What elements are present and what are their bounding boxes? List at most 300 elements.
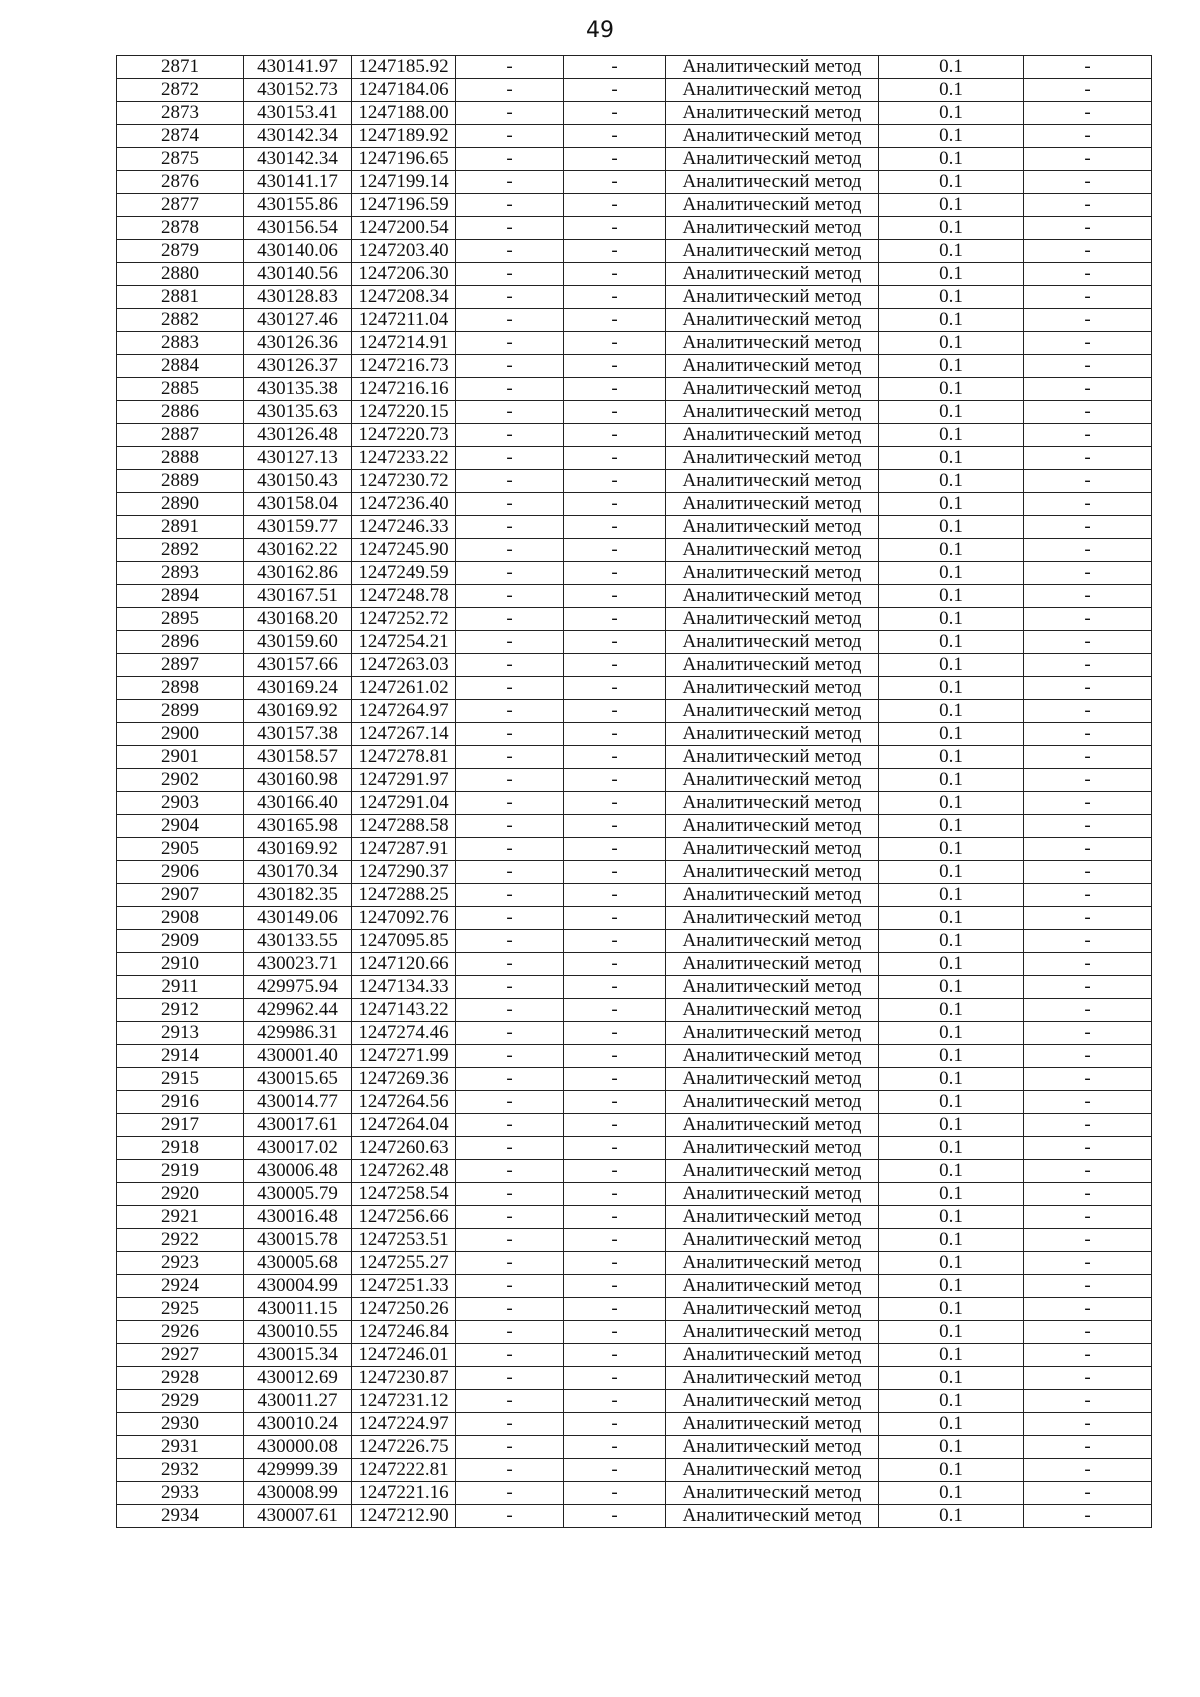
y-coordinate-cell: 1247184.06 bbox=[352, 79, 456, 102]
dash-cell: - bbox=[564, 148, 666, 171]
y-coordinate-cell: 1247291.97 bbox=[352, 769, 456, 792]
dash-cell: - bbox=[456, 539, 564, 562]
accuracy-cell: 0.1 bbox=[879, 585, 1024, 608]
x-coordinate-cell: 430142.34 bbox=[244, 148, 352, 171]
y-coordinate-cell: 1247226.75 bbox=[352, 1436, 456, 1459]
dash-cell: - bbox=[456, 56, 564, 79]
dash-cell: - bbox=[1024, 1206, 1152, 1229]
dash-cell: - bbox=[456, 378, 564, 401]
table-row bbox=[117, 654, 1152, 677]
dash-cell: - bbox=[564, 953, 666, 976]
point-number-cell: 2887 bbox=[117, 424, 244, 447]
method-cell: Аналитический метод bbox=[666, 286, 879, 309]
x-coordinate-cell: 430006.48 bbox=[244, 1160, 352, 1183]
dash-cell: - bbox=[564, 815, 666, 838]
method-cell: Аналитический метод bbox=[666, 1321, 879, 1344]
y-coordinate-cell: 1247288.25 bbox=[352, 884, 456, 907]
method-cell: Аналитический метод bbox=[666, 700, 879, 723]
x-coordinate-cell: 429986.31 bbox=[244, 1022, 352, 1045]
dash-cell: - bbox=[456, 1459, 564, 1482]
method-cell: Аналитический метод bbox=[666, 516, 879, 539]
x-coordinate-cell: 430005.68 bbox=[244, 1252, 352, 1275]
dash-cell: - bbox=[564, 907, 666, 930]
y-coordinate-cell: 1247212.90 bbox=[352, 1505, 456, 1528]
method-cell: Аналитический метод bbox=[666, 447, 879, 470]
point-number-cell: 2892 bbox=[117, 539, 244, 562]
method-cell: Аналитический метод bbox=[666, 1091, 879, 1114]
x-coordinate-cell: 430155.86 bbox=[244, 194, 352, 217]
dash-cell: - bbox=[1024, 1022, 1152, 1045]
table-row bbox=[117, 585, 1152, 608]
table-row bbox=[117, 1390, 1152, 1413]
dash-cell: - bbox=[456, 1183, 564, 1206]
point-number-cell: 2930 bbox=[117, 1413, 244, 1436]
table-row bbox=[117, 217, 1152, 240]
dash-cell: - bbox=[456, 953, 564, 976]
dash-cell: - bbox=[564, 1022, 666, 1045]
accuracy-cell: 0.1 bbox=[879, 884, 1024, 907]
point-number-cell: 2912 bbox=[117, 999, 244, 1022]
table-row bbox=[117, 907, 1152, 930]
x-coordinate-cell: 430149.06 bbox=[244, 907, 352, 930]
accuracy-cell: 0.1 bbox=[879, 217, 1024, 240]
y-coordinate-cell: 1247252.72 bbox=[352, 608, 456, 631]
dash-cell: - bbox=[564, 1045, 666, 1068]
y-coordinate-cell: 1247206.30 bbox=[352, 263, 456, 286]
y-coordinate-cell: 1247261.02 bbox=[352, 677, 456, 700]
dash-cell: - bbox=[456, 240, 564, 263]
table-body bbox=[117, 56, 1152, 1528]
dash-cell: - bbox=[456, 79, 564, 102]
point-number-cell: 2920 bbox=[117, 1183, 244, 1206]
dash-cell: - bbox=[564, 1091, 666, 1114]
accuracy-cell: 0.1 bbox=[879, 1091, 1024, 1114]
dash-cell: - bbox=[564, 263, 666, 286]
dash-cell: - bbox=[564, 700, 666, 723]
y-coordinate-cell: 1247230.72 bbox=[352, 470, 456, 493]
dash-cell: - bbox=[564, 746, 666, 769]
dash-cell: - bbox=[564, 562, 666, 585]
accuracy-cell: 0.1 bbox=[879, 286, 1024, 309]
dash-cell: - bbox=[1024, 1459, 1152, 1482]
x-coordinate-cell: 430008.99 bbox=[244, 1482, 352, 1505]
dash-cell: - bbox=[1024, 1413, 1152, 1436]
method-cell: Аналитический метод bbox=[666, 493, 879, 516]
point-number-cell: 2904 bbox=[117, 815, 244, 838]
method-cell: Аналитический метод bbox=[666, 1022, 879, 1045]
accuracy-cell: 0.1 bbox=[879, 470, 1024, 493]
x-coordinate-cell: 430127.46 bbox=[244, 309, 352, 332]
table-row bbox=[117, 677, 1152, 700]
y-coordinate-cell: 1247214.91 bbox=[352, 332, 456, 355]
dash-cell: - bbox=[456, 194, 564, 217]
dash-cell: - bbox=[456, 930, 564, 953]
dash-cell: - bbox=[564, 1114, 666, 1137]
x-coordinate-cell: 430011.27 bbox=[244, 1390, 352, 1413]
method-cell: Аналитический метод bbox=[666, 1344, 879, 1367]
y-coordinate-cell: 1247189.92 bbox=[352, 125, 456, 148]
x-coordinate-cell: 430169.24 bbox=[244, 677, 352, 700]
table-row bbox=[117, 976, 1152, 999]
table-row bbox=[117, 1344, 1152, 1367]
table-row bbox=[117, 562, 1152, 585]
table-row bbox=[117, 470, 1152, 493]
dash-cell: - bbox=[1024, 56, 1152, 79]
table-row bbox=[117, 1436, 1152, 1459]
dash-cell: - bbox=[564, 240, 666, 263]
dash-cell: - bbox=[564, 1482, 666, 1505]
y-coordinate-cell: 1247245.90 bbox=[352, 539, 456, 562]
dash-cell: - bbox=[1024, 677, 1152, 700]
dash-cell: - bbox=[456, 1091, 564, 1114]
table-row bbox=[117, 1068, 1152, 1091]
method-cell: Аналитический метод bbox=[666, 746, 879, 769]
dash-cell: - bbox=[1024, 631, 1152, 654]
dash-cell: - bbox=[456, 907, 564, 930]
x-coordinate-cell: 430126.36 bbox=[244, 332, 352, 355]
table-row bbox=[117, 1321, 1152, 1344]
method-cell: Аналитический метод bbox=[666, 792, 879, 815]
x-coordinate-cell: 430157.66 bbox=[244, 654, 352, 677]
accuracy-cell: 0.1 bbox=[879, 125, 1024, 148]
accuracy-cell: 0.1 bbox=[879, 1183, 1024, 1206]
method-cell: Аналитический метод bbox=[666, 1367, 879, 1390]
dash-cell: - bbox=[564, 1344, 666, 1367]
dash-cell: - bbox=[456, 861, 564, 884]
dash-cell: - bbox=[1024, 585, 1152, 608]
dash-cell: - bbox=[564, 1068, 666, 1091]
dash-cell: - bbox=[456, 1252, 564, 1275]
dash-cell: - bbox=[456, 263, 564, 286]
table-row bbox=[117, 1367, 1152, 1390]
dash-cell: - bbox=[1024, 1344, 1152, 1367]
method-cell: Аналитический метод bbox=[666, 953, 879, 976]
dash-cell: - bbox=[1024, 1298, 1152, 1321]
y-coordinate-cell: 1247246.01 bbox=[352, 1344, 456, 1367]
table-row bbox=[117, 355, 1152, 378]
x-coordinate-cell: 430128.83 bbox=[244, 286, 352, 309]
dash-cell: - bbox=[564, 1367, 666, 1390]
dash-cell: - bbox=[564, 286, 666, 309]
point-number-cell: 2918 bbox=[117, 1137, 244, 1160]
table-row bbox=[117, 1206, 1152, 1229]
table-row bbox=[117, 286, 1152, 309]
dash-cell: - bbox=[564, 1206, 666, 1229]
dash-cell: - bbox=[456, 516, 564, 539]
y-coordinate-cell: 1247120.66 bbox=[352, 953, 456, 976]
dash-cell: - bbox=[456, 677, 564, 700]
y-coordinate-cell: 1247254.21 bbox=[352, 631, 456, 654]
x-coordinate-cell: 430015.65 bbox=[244, 1068, 352, 1091]
dash-cell: - bbox=[456, 1068, 564, 1091]
point-number-cell: 2916 bbox=[117, 1091, 244, 1114]
accuracy-cell: 0.1 bbox=[879, 171, 1024, 194]
table-row bbox=[117, 631, 1152, 654]
method-cell: Аналитический метод bbox=[666, 148, 879, 171]
y-coordinate-cell: 1247220.73 bbox=[352, 424, 456, 447]
table-row bbox=[117, 1252, 1152, 1275]
y-coordinate-cell: 1247200.54 bbox=[352, 217, 456, 240]
dash-cell: - bbox=[456, 332, 564, 355]
table-row bbox=[117, 1459, 1152, 1482]
method-cell: Аналитический метод bbox=[666, 79, 879, 102]
y-coordinate-cell: 1247246.33 bbox=[352, 516, 456, 539]
accuracy-cell: 0.1 bbox=[879, 309, 1024, 332]
y-coordinate-cell: 1247291.04 bbox=[352, 792, 456, 815]
dash-cell: - bbox=[456, 792, 564, 815]
x-coordinate-cell: 430141.97 bbox=[244, 56, 352, 79]
x-coordinate-cell: 430156.54 bbox=[244, 217, 352, 240]
x-coordinate-cell: 430000.08 bbox=[244, 1436, 352, 1459]
accuracy-cell: 0.1 bbox=[879, 148, 1024, 171]
method-cell: Аналитический метод bbox=[666, 240, 879, 263]
x-coordinate-cell: 429962.44 bbox=[244, 999, 352, 1022]
point-number-cell: 2906 bbox=[117, 861, 244, 884]
y-coordinate-cell: 1247230.87 bbox=[352, 1367, 456, 1390]
method-cell: Аналитический метод bbox=[666, 907, 879, 930]
y-coordinate-cell: 1247290.37 bbox=[352, 861, 456, 884]
table-row bbox=[117, 1114, 1152, 1137]
accuracy-cell: 0.1 bbox=[879, 1459, 1024, 1482]
method-cell: Аналитический метод bbox=[666, 1068, 879, 1091]
dash-cell: - bbox=[1024, 999, 1152, 1022]
dash-cell: - bbox=[1024, 930, 1152, 953]
dash-cell: - bbox=[1024, 792, 1152, 815]
y-coordinate-cell: 1247255.27 bbox=[352, 1252, 456, 1275]
point-number-cell: 2934 bbox=[117, 1505, 244, 1528]
table-row bbox=[117, 838, 1152, 861]
dash-cell: - bbox=[456, 999, 564, 1022]
dash-cell: - bbox=[1024, 976, 1152, 999]
point-number-cell: 2911 bbox=[117, 976, 244, 999]
point-number-cell: 2873 bbox=[117, 102, 244, 125]
accuracy-cell: 0.1 bbox=[879, 1367, 1024, 1390]
y-coordinate-cell: 1247288.58 bbox=[352, 815, 456, 838]
dash-cell: - bbox=[1024, 1505, 1152, 1528]
accuracy-cell: 0.1 bbox=[879, 723, 1024, 746]
x-coordinate-cell: 430150.43 bbox=[244, 470, 352, 493]
dash-cell: - bbox=[456, 631, 564, 654]
method-cell: Аналитический метод bbox=[666, 585, 879, 608]
accuracy-cell: 0.1 bbox=[879, 631, 1024, 654]
dash-cell: - bbox=[1024, 608, 1152, 631]
dash-cell: - bbox=[564, 355, 666, 378]
accuracy-cell: 0.1 bbox=[879, 263, 1024, 286]
dash-cell: - bbox=[1024, 424, 1152, 447]
accuracy-cell: 0.1 bbox=[879, 447, 1024, 470]
table-row bbox=[117, 1482, 1152, 1505]
x-coordinate-cell: 430133.55 bbox=[244, 930, 352, 953]
point-number-cell: 2876 bbox=[117, 171, 244, 194]
method-cell: Аналитический метод bbox=[666, 217, 879, 240]
dash-cell: - bbox=[456, 470, 564, 493]
table-row bbox=[117, 815, 1152, 838]
table-row bbox=[117, 1137, 1152, 1160]
method-cell: Аналитический метод bbox=[666, 355, 879, 378]
method-cell: Аналитический метод bbox=[666, 332, 879, 355]
x-coordinate-cell: 430016.48 bbox=[244, 1206, 352, 1229]
dash-cell: - bbox=[1024, 700, 1152, 723]
point-number-cell: 2928 bbox=[117, 1367, 244, 1390]
y-coordinate-cell: 1247278.81 bbox=[352, 746, 456, 769]
method-cell: Аналитический метод bbox=[666, 401, 879, 424]
table-row bbox=[117, 263, 1152, 286]
point-number-cell: 2929 bbox=[117, 1390, 244, 1413]
dash-cell: - bbox=[1024, 102, 1152, 125]
y-coordinate-cell: 1247216.73 bbox=[352, 355, 456, 378]
method-cell: Аналитический метод bbox=[666, 539, 879, 562]
x-coordinate-cell: 430162.86 bbox=[244, 562, 352, 585]
dash-cell: - bbox=[456, 102, 564, 125]
dash-cell: - bbox=[456, 700, 564, 723]
dash-cell: - bbox=[1024, 378, 1152, 401]
accuracy-cell: 0.1 bbox=[879, 907, 1024, 930]
method-cell: Аналитический метод bbox=[666, 1252, 879, 1275]
y-coordinate-cell: 1247208.34 bbox=[352, 286, 456, 309]
table-row bbox=[117, 148, 1152, 171]
x-coordinate-cell: 430004.99 bbox=[244, 1275, 352, 1298]
dash-cell: - bbox=[1024, 1183, 1152, 1206]
y-coordinate-cell: 1247274.46 bbox=[352, 1022, 456, 1045]
method-cell: Аналитический метод bbox=[666, 631, 879, 654]
dash-cell: - bbox=[1024, 332, 1152, 355]
accuracy-cell: 0.1 bbox=[879, 1436, 1024, 1459]
dash-cell: - bbox=[1024, 1114, 1152, 1137]
dash-cell: - bbox=[1024, 1321, 1152, 1344]
dash-cell: - bbox=[564, 1275, 666, 1298]
x-coordinate-cell: 430005.79 bbox=[244, 1183, 352, 1206]
x-coordinate-cell: 430169.92 bbox=[244, 700, 352, 723]
y-coordinate-cell: 1247143.22 bbox=[352, 999, 456, 1022]
accuracy-cell: 0.1 bbox=[879, 608, 1024, 631]
x-coordinate-cell: 430159.77 bbox=[244, 516, 352, 539]
point-number-cell: 2883 bbox=[117, 332, 244, 355]
y-coordinate-cell: 1247263.03 bbox=[352, 654, 456, 677]
dash-cell: - bbox=[1024, 953, 1152, 976]
y-coordinate-cell: 1247264.04 bbox=[352, 1114, 456, 1137]
table-row bbox=[117, 884, 1152, 907]
accuracy-cell: 0.1 bbox=[879, 562, 1024, 585]
dash-cell: - bbox=[564, 1137, 666, 1160]
dash-cell: - bbox=[1024, 1160, 1152, 1183]
x-coordinate-cell: 430140.56 bbox=[244, 263, 352, 286]
method-cell: Аналитический метод bbox=[666, 1459, 879, 1482]
dash-cell: - bbox=[456, 424, 564, 447]
table-row bbox=[117, 125, 1152, 148]
dash-cell: - bbox=[456, 401, 564, 424]
dash-cell: - bbox=[1024, 309, 1152, 332]
y-coordinate-cell: 1247211.04 bbox=[352, 309, 456, 332]
y-coordinate-cell: 1247224.97 bbox=[352, 1413, 456, 1436]
x-coordinate-cell: 430017.02 bbox=[244, 1137, 352, 1160]
x-coordinate-cell: 430167.51 bbox=[244, 585, 352, 608]
table-row bbox=[117, 493, 1152, 516]
x-coordinate-cell: 430152.73 bbox=[244, 79, 352, 102]
dash-cell: - bbox=[1024, 1045, 1152, 1068]
table-row bbox=[117, 1022, 1152, 1045]
method-cell: Аналитический метод bbox=[666, 861, 879, 884]
dash-cell: - bbox=[1024, 286, 1152, 309]
accuracy-cell: 0.1 bbox=[879, 953, 1024, 976]
dash-cell: - bbox=[1024, 838, 1152, 861]
x-coordinate-cell: 430140.06 bbox=[244, 240, 352, 263]
dash-cell: - bbox=[564, 930, 666, 953]
point-number-cell: 2925 bbox=[117, 1298, 244, 1321]
accuracy-cell: 0.1 bbox=[879, 815, 1024, 838]
dash-cell: - bbox=[564, 102, 666, 125]
y-coordinate-cell: 1247269.36 bbox=[352, 1068, 456, 1091]
method-cell: Аналитический метод bbox=[666, 815, 879, 838]
dash-cell: - bbox=[456, 1344, 564, 1367]
accuracy-cell: 0.1 bbox=[879, 378, 1024, 401]
point-number-cell: 2897 bbox=[117, 654, 244, 677]
accuracy-cell: 0.1 bbox=[879, 1275, 1024, 1298]
dash-cell: - bbox=[564, 1252, 666, 1275]
table-row bbox=[117, 79, 1152, 102]
dash-cell: - bbox=[564, 1229, 666, 1252]
accuracy-cell: 0.1 bbox=[879, 401, 1024, 424]
table-row bbox=[117, 999, 1152, 1022]
dash-cell: - bbox=[456, 838, 564, 861]
point-number-cell: 2899 bbox=[117, 700, 244, 723]
x-coordinate-cell: 430166.40 bbox=[244, 792, 352, 815]
table-row bbox=[117, 792, 1152, 815]
y-coordinate-cell: 1247256.66 bbox=[352, 1206, 456, 1229]
dash-cell: - bbox=[456, 447, 564, 470]
dash-cell: - bbox=[564, 447, 666, 470]
x-coordinate-cell: 430157.38 bbox=[244, 723, 352, 746]
x-coordinate-cell: 430010.55 bbox=[244, 1321, 352, 1344]
table-row bbox=[117, 424, 1152, 447]
dash-cell: - bbox=[1024, 907, 1152, 930]
accuracy-cell: 0.1 bbox=[879, 240, 1024, 263]
table-row bbox=[117, 401, 1152, 424]
table-row bbox=[117, 1045, 1152, 1068]
accuracy-cell: 0.1 bbox=[879, 79, 1024, 102]
method-cell: Аналитический метод bbox=[666, 608, 879, 631]
point-number-cell: 2874 bbox=[117, 125, 244, 148]
table-row bbox=[117, 56, 1152, 79]
x-coordinate-cell: 430126.37 bbox=[244, 355, 352, 378]
point-number-cell: 2882 bbox=[117, 309, 244, 332]
x-coordinate-cell: 430158.04 bbox=[244, 493, 352, 516]
table-row bbox=[117, 102, 1152, 125]
method-cell: Аналитический метод bbox=[666, 1298, 879, 1321]
y-coordinate-cell: 1247196.65 bbox=[352, 148, 456, 171]
accuracy-cell: 0.1 bbox=[879, 1344, 1024, 1367]
point-number-cell: 2880 bbox=[117, 263, 244, 286]
method-cell: Аналитический метод bbox=[666, 930, 879, 953]
dash-cell: - bbox=[456, 654, 564, 677]
x-coordinate-cell: 430158.57 bbox=[244, 746, 352, 769]
dash-cell: - bbox=[1024, 217, 1152, 240]
dash-cell: - bbox=[564, 309, 666, 332]
accuracy-cell: 0.1 bbox=[879, 539, 1024, 562]
dash-cell: - bbox=[456, 884, 564, 907]
dash-cell: - bbox=[456, 355, 564, 378]
x-coordinate-cell: 430015.34 bbox=[244, 1344, 352, 1367]
dash-cell: - bbox=[456, 608, 564, 631]
table-row bbox=[117, 769, 1152, 792]
method-cell: Аналитический метод bbox=[666, 171, 879, 194]
y-coordinate-cell: 1247267.14 bbox=[352, 723, 456, 746]
point-number-cell: 2877 bbox=[117, 194, 244, 217]
x-coordinate-cell: 430023.71 bbox=[244, 953, 352, 976]
dash-cell: - bbox=[564, 424, 666, 447]
dash-cell: - bbox=[456, 815, 564, 838]
point-number-cell: 2889 bbox=[117, 470, 244, 493]
x-coordinate-cell: 430014.77 bbox=[244, 1091, 352, 1114]
